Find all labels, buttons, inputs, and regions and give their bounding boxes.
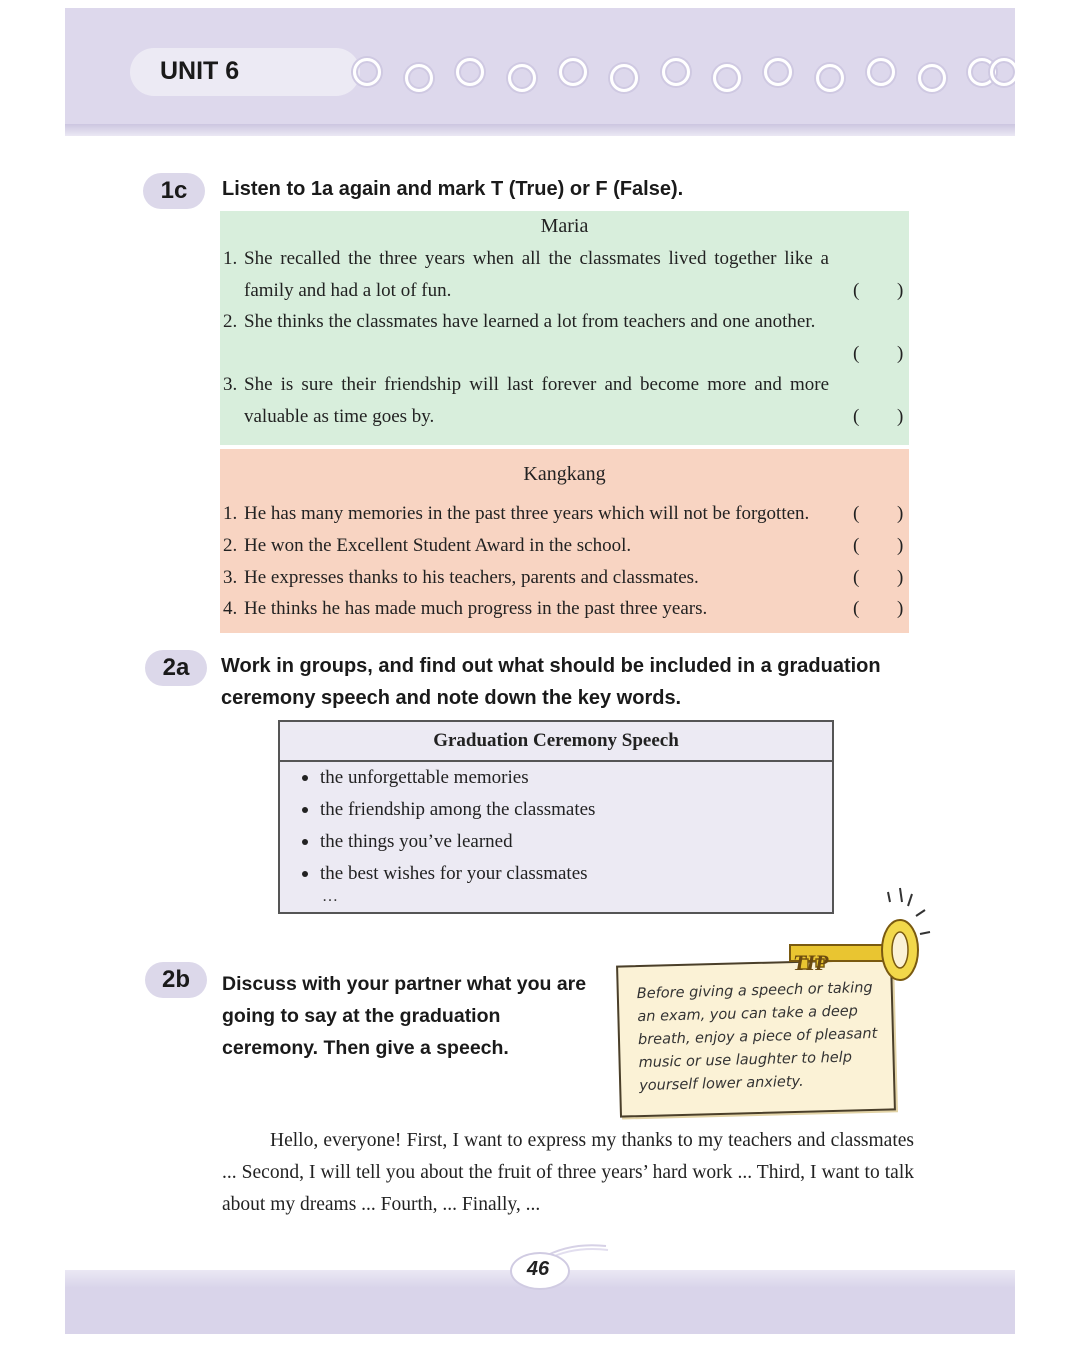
item-number: 3. (223, 374, 238, 395)
ring-icon (456, 58, 484, 86)
ring-icon (713, 64, 741, 92)
list-item: the things you’ve learned (280, 826, 832, 858)
page-number: 46 (526, 1258, 550, 1280)
unit-title: UNIT 6 (160, 57, 240, 85)
speech-table-title: Graduation Ceremony Speech (280, 722, 832, 762)
item-number: 2. (223, 311, 238, 332)
section-2b-instruction: Discuss with your partner what you are going to say at the graduation ceremony. Then give a speech. (222, 973, 587, 1059)
header-shadow (65, 124, 1015, 136)
kangkang-box: Kangkang 1. He has many memories in the past three years which will not be forgotten. ( ) 2. He won the Excellent Student Award in the school. ( ) 3. He expresses thanks to his teachers, parents and classmates. ( ) 4. He thinks he has made much progress in the past three years. ( ) (220, 449, 909, 633)
decorative-rings (350, 52, 1015, 96)
item-text: He expresses thanks to his teachers, parents and classmates. (244, 567, 699, 588)
item-number: 2. (223, 535, 238, 556)
ring-icon (816, 64, 844, 92)
section-badge-2b: 2b (145, 962, 207, 998)
item-number: 1. (223, 248, 238, 269)
ring-icon (508, 64, 536, 92)
item-number: 4. (223, 598, 238, 619)
kangkang-statement-2 (223, 530, 829, 562)
section-1c-instruction: Listen to 1a again and mark T (True) or F (False). (222, 178, 684, 200)
maria-statement-2 (223, 306, 829, 338)
kangkang-statement-3 (223, 562, 829, 594)
tip-text: Before giving a speech or taking an exam, you can take a deep breath, enjoy a piece of pleasant music or use laughter to help yourself lower anxiety. (636, 979, 878, 1095)
section-badge-2a: 2a (145, 650, 207, 686)
item-number: 3. (223, 567, 238, 588)
ring-icon (990, 58, 1015, 86)
list-item: the unforgettable memories (280, 762, 832, 794)
item-text: She thinks the classmates have learned a lot from teachers and one another. (244, 311, 816, 332)
item-text: He has many memories in the past three years which will not be forgotten. (244, 503, 810, 524)
section-2a-instruction: Work in groups, and find out what should be included in a graduation ceremony speech and note down the key words. (221, 655, 881, 709)
ring-icon (918, 64, 946, 92)
sample-speech: Hello, everyone! First, I want to express my thanks to my teachers and classmates ... Second, I will tell you about the fruit of three years’ hard work ... Third, I want to talk about my dreams ... Fourth, ... Finally, ... (222, 1130, 914, 1215)
maria-box: Maria 1. She recalled the three years when all the classmates lived together like a family and had a lot of fun. ( ) 2. She thinks the classmates have learned a lot from teachers and one another. ( ) 3. She is sure their friendship will last forever and become more and more valuable as time goes by. ( ) (220, 211, 909, 445)
maria-heading: Maria (540, 215, 589, 237)
ring-icon (559, 58, 587, 86)
item-number: 1. (223, 503, 238, 524)
ring-icon (405, 64, 433, 92)
ring-icon (353, 58, 381, 86)
item-text: He won the Excellent Student Award in the school. (244, 535, 632, 556)
maria-statement-3 (223, 369, 829, 433)
item-text: He thinks he has made much progress in the past three years. (244, 598, 708, 619)
section-badge-1c: 1c (143, 173, 205, 209)
ring-icon (764, 58, 792, 86)
ring-icon (610, 64, 638, 92)
item-text: She recalled the three years when all the classmates lived together like a family and had a lot of fun. (244, 248, 829, 301)
ring-icon (867, 58, 895, 86)
maria-statement-1 (223, 243, 829, 307)
item-text: She is sure their friendship will last forever and become more and more valuable as time goes by. (244, 374, 829, 427)
speech-table (278, 720, 834, 914)
more-ellipsis: … (322, 888, 338, 905)
speech-topics-list (280, 762, 832, 890)
list-item: the best wishes for your classmates (280, 858, 832, 890)
kangkang-statement-1 (223, 498, 853, 530)
tip-label: TIP (793, 950, 829, 975)
kangkang-heading: Kangkang (523, 463, 606, 485)
list-item: the friendship among the classmates (280, 794, 832, 826)
ring-icon (662, 58, 690, 86)
kangkang-statement-4 (223, 593, 829, 625)
